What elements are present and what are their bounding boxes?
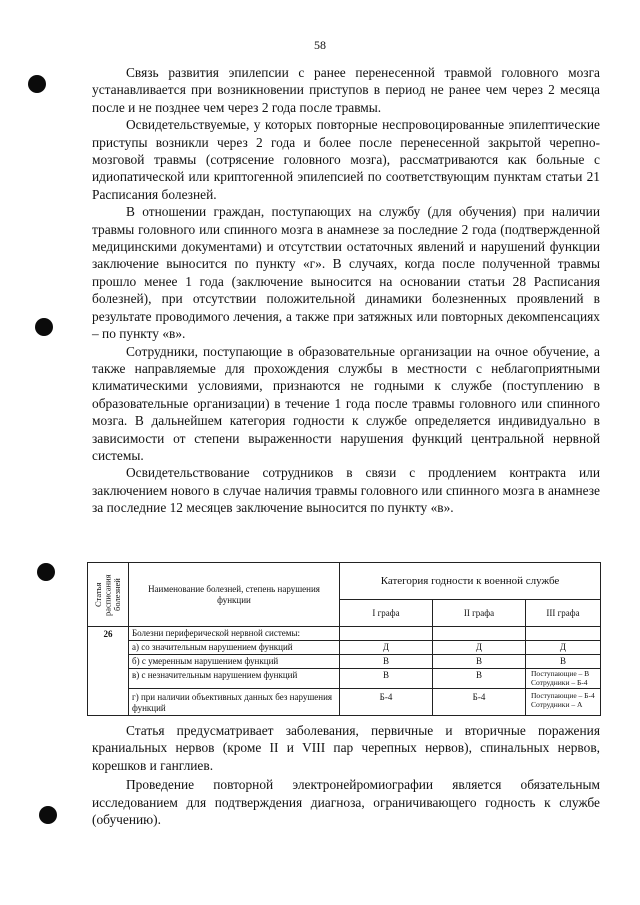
paragraph: Связь развития эпилепсии с ранее перенесенной травмой головного мозга устанавливается при возникновении приступов в период не ранее чем через 2 месяца после и не позднее чем через 2 года после травмы. bbox=[92, 65, 600, 115]
paragraph: Статья предусматривает заболевания, первичные и вторичные поражения краниальных нервов (кроме II и VIII пар черепных нервов), спинальных нервов, корешков и ганглиев. bbox=[92, 723, 600, 773]
row-name: в) с незначительным нарушением функций bbox=[129, 669, 340, 689]
row-g3-employees: Сотрудники – А bbox=[531, 699, 583, 709]
header-category: Категория годности к военной службе bbox=[340, 563, 601, 600]
header-g2: II графа bbox=[433, 600, 526, 627]
row-g1: В bbox=[340, 655, 433, 669]
article-number: 26 bbox=[88, 627, 129, 716]
binder-hole-3 bbox=[37, 563, 55, 581]
row-name: а) со значительным нарушением функций bbox=[129, 641, 340, 655]
row-g3 bbox=[526, 669, 601, 689]
paragraph: Освидетельствование сотрудников в связи с продлением контракта или заключением нового в случае наличия травмы головного или спинного мозга в анамнезе за последние 12 месяцев заключение выносится по пункту «в». bbox=[92, 465, 600, 516]
row-g2: Б-4 bbox=[433, 689, 526, 716]
row-g3: В bbox=[526, 655, 601, 669]
body-text-bottom bbox=[92, 722, 600, 828]
paragraph: Сотрудники, поступающие в образовательные организации на очное обучение, а также направляемые для прохождения службы в местности с неблагоприятными климатическими условиями, признаются не годными к службе (поступлению в образовательные организации) в течение 1 года после травмы головного или спинного мозга. В дальнейшем категория годности к службе определяется индивидуально в зависимости от степени выраженности нарушения функций центральной нервной системы. bbox=[92, 343, 600, 463]
page-number: 58 bbox=[314, 38, 326, 52]
table-row bbox=[88, 669, 601, 689]
row-g3 bbox=[526, 689, 601, 716]
row-name: б) с умеренным нарушением функций bbox=[129, 655, 340, 669]
empty-cell bbox=[526, 627, 601, 641]
table-row bbox=[88, 655, 601, 669]
row-g3: Д bbox=[526, 641, 601, 655]
row-g3-employees: Сотрудники – Б-4 bbox=[531, 677, 588, 687]
binder-hole-4 bbox=[39, 806, 57, 824]
binder-hole-2 bbox=[35, 318, 53, 336]
row-name: г) при наличии объективных данных без нарушения функций bbox=[129, 689, 340, 716]
binder-hole-1 bbox=[28, 75, 46, 93]
row-g3-entrants: Поступающие – В bbox=[531, 669, 590, 678]
row-g2: В bbox=[433, 655, 526, 669]
header-g1: I графа bbox=[340, 600, 433, 627]
table-row bbox=[88, 689, 601, 716]
header-g3: III графа bbox=[526, 600, 601, 627]
header-name: Наименование болезней, степень нарушения функции bbox=[129, 563, 340, 627]
body-text-top bbox=[92, 64, 600, 517]
header-article: Статья расписания болезней bbox=[88, 563, 129, 627]
paragraph: В отношении граждан, поступающих на службу (для обучения) при наличии травмы головного или спинного мозга в анамнезе за последние 2 года (подтвержденной медицинскими документами) и отсутствии остаточных явлений и нарушений функции заключение выносится по пункту «г». В случаях, когда после полученной травмы прошло менее 1 года (заключение выносится на основании статьи 28 Расписания болезней), при отсутствии положительной динамики болезненных проявлений в результате проводимого лечения, а также при затяжных или повторных декомпенсациях – по пункту «в». bbox=[92, 204, 600, 342]
row-g2: В bbox=[433, 669, 526, 689]
table-row bbox=[88, 641, 601, 655]
fitness-table bbox=[87, 562, 601, 716]
paragraph: Проведение повторной электронейромиографии является обязательным исследованием для подтверждения диагноза, ограничивающего годность к службе (обучению). bbox=[92, 777, 600, 828]
table-title: Болезни периферической нервной системы: bbox=[129, 627, 340, 641]
empty-cell bbox=[433, 627, 526, 641]
paragraph: Освидетельствуемые, у которых повторные неспровоцированные эпилептические приступы возникли через 2 года и более после перенесенной закрытой черепно-мозговой травмы (сотрясение головного мозга), рассматриваются как больные с идиопатической или криптогенной эпилепсией по соответствующим пунктам статьи 21 Расписания болезней. bbox=[92, 117, 600, 202]
row-g1: Д bbox=[340, 641, 433, 655]
row-g1: Б-4 bbox=[340, 689, 433, 716]
table-header-row bbox=[88, 563, 601, 600]
row-g1: В bbox=[340, 669, 433, 689]
row-g2: Д bbox=[433, 641, 526, 655]
table-row bbox=[88, 627, 601, 641]
empty-cell bbox=[340, 627, 433, 641]
row-g3-entrants: Поступающие – Б-4 bbox=[531, 691, 595, 700]
